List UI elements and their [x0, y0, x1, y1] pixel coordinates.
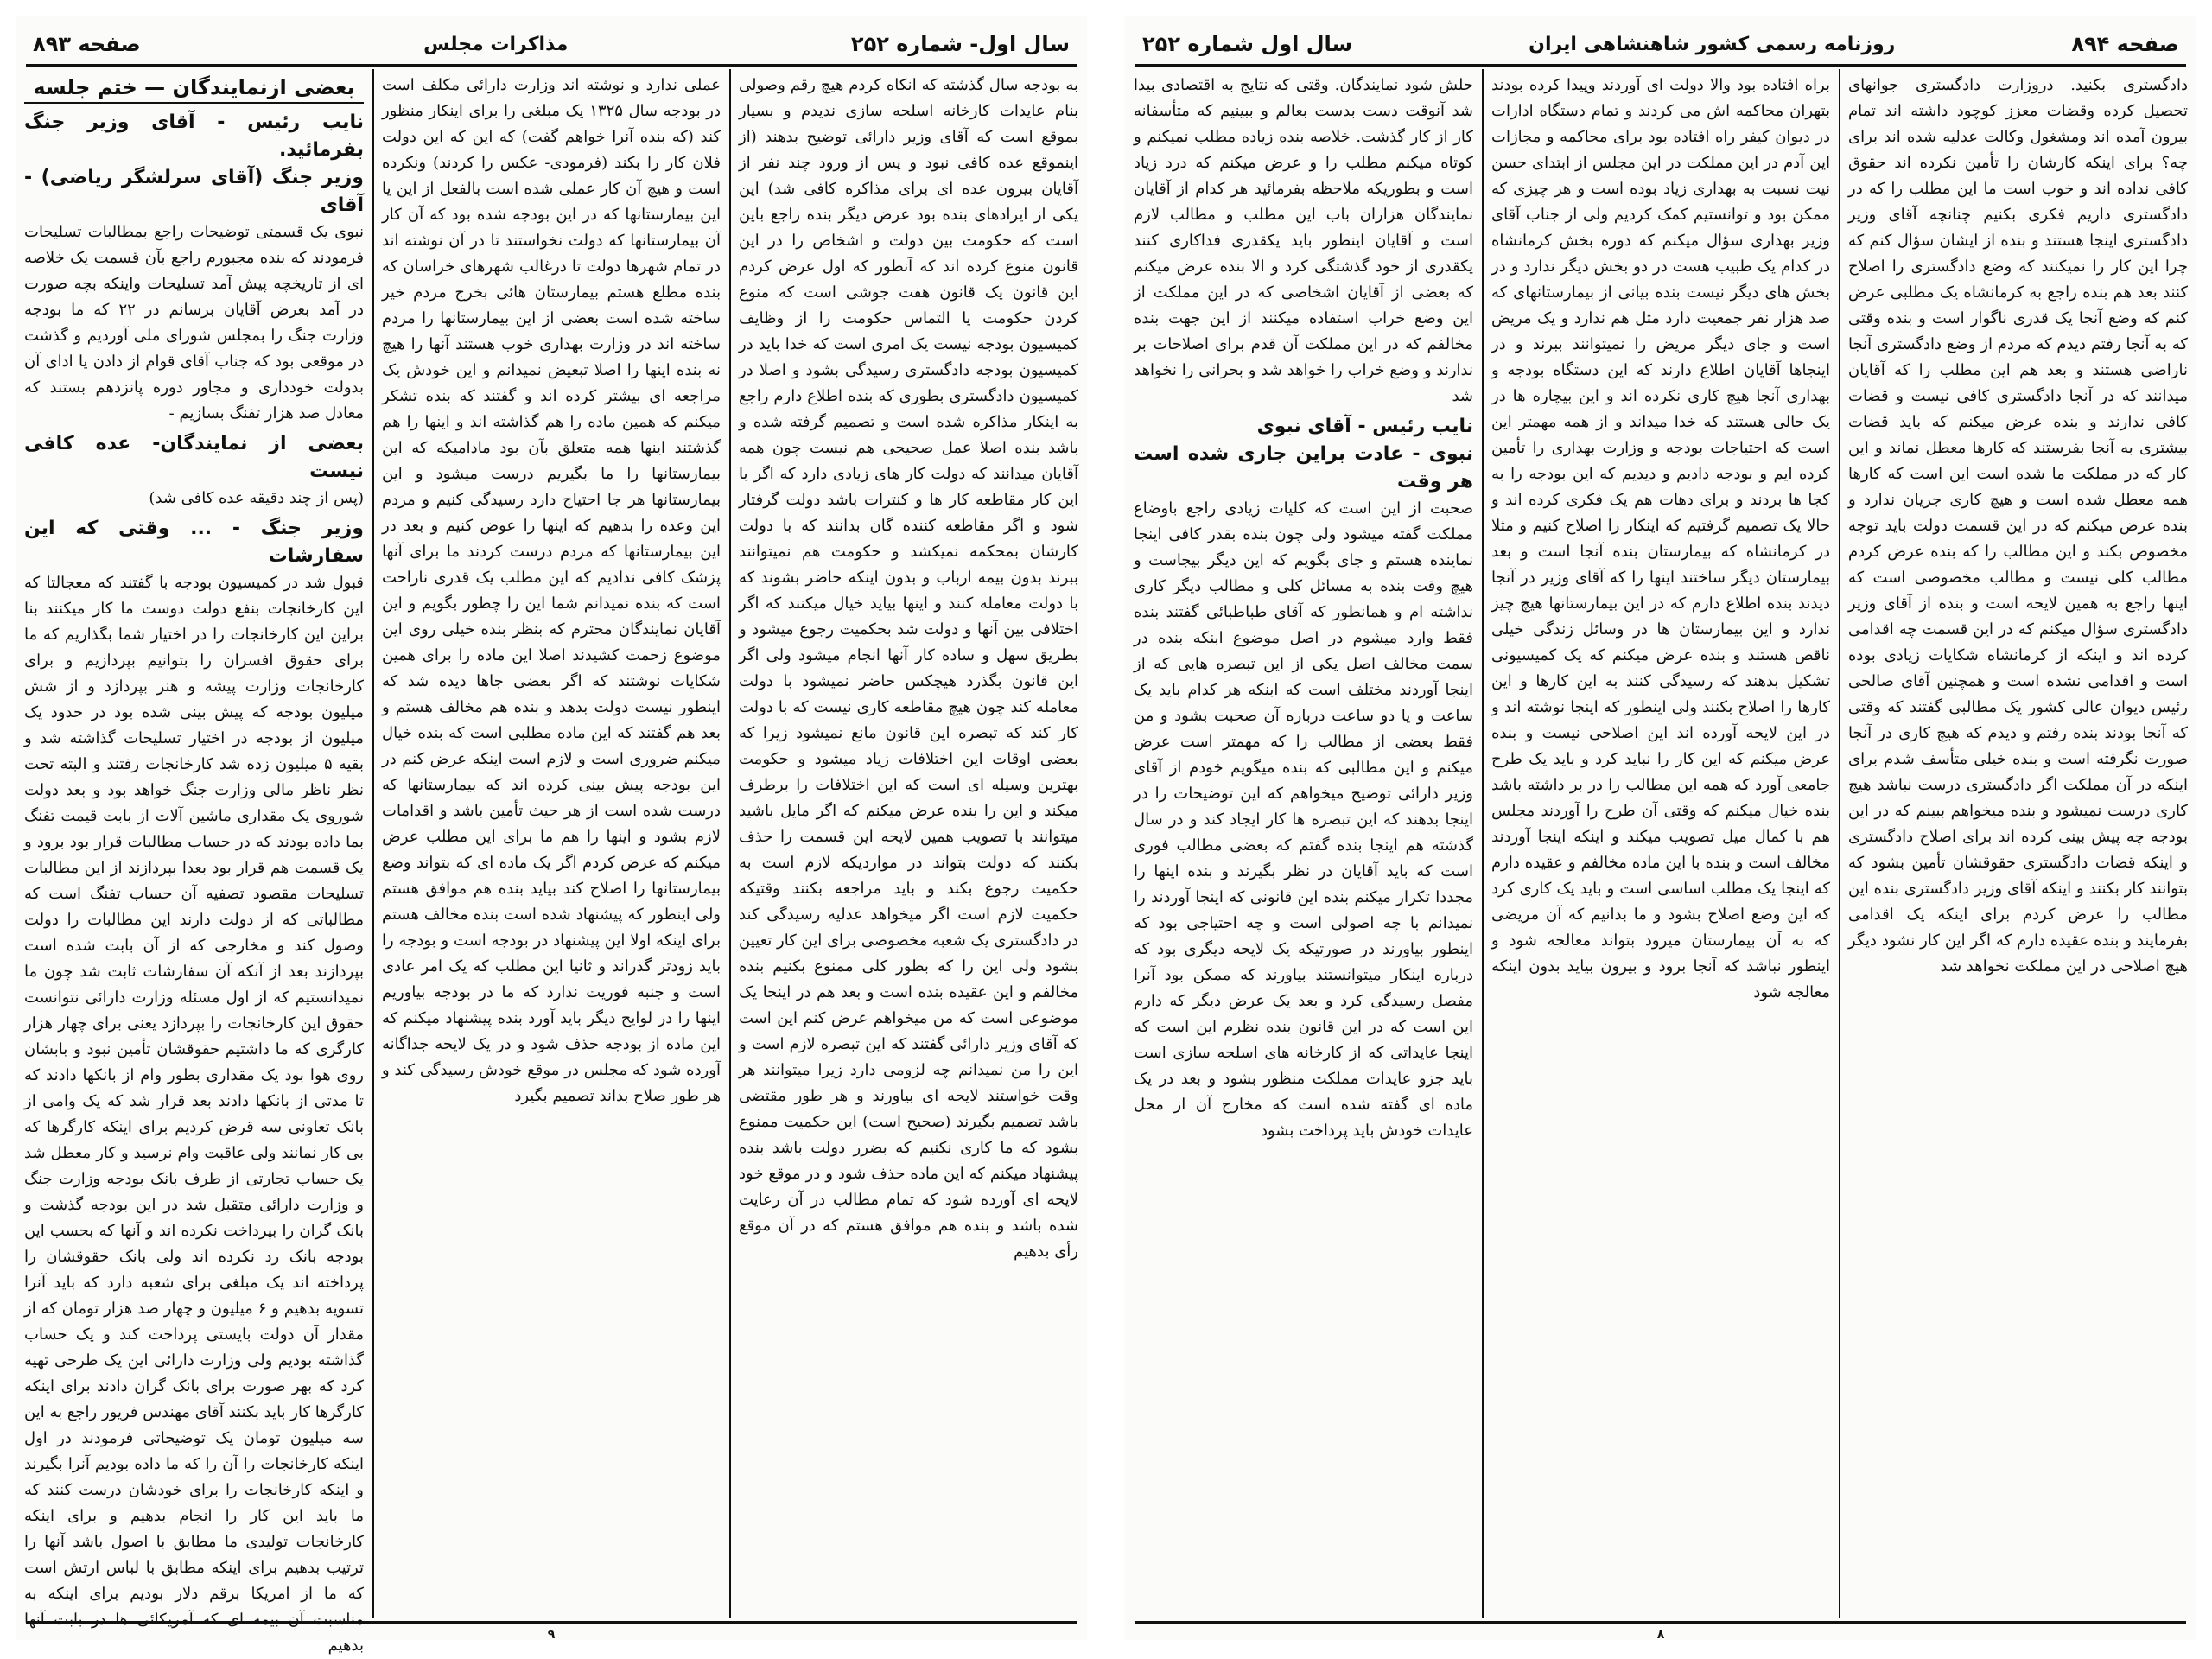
left-column-1 — [730, 73, 1087, 1618]
paragraph: صحبت از این است که کلیات زیادی راجع باوضاع مملکت گفته میشود ولی چون بنده بقدر کافی اینجا نماینده هستم و جای بگویم که این دیگر بیجاست و هیچ وقت بنده به مسائل کلی و مطالب دیگر کاری نداشته ام و همانطور که آقای طباطبائی گفتند بنده فقط وارد میشوم در اصل موضوع ابنکه بنده در سمت مخالف اصل یکی از این تبصره هایی که از اینجا آوردند مختلف است که ابنکه هر کدام باید یک ساعت و یا دو ساعت درباره آن صحبت بشود و من فقط بعضی از مطالب را که مهمتر است عرض میکنم و این مطالبی که بنده میگویم خودم از آقای وزیر دارائی توضیح میخواهم که این توضیحات را در اینجا بدهند که این تبصره ها کار ایجاد کند و در سال گذشته هم اینجا بنده گفتم که بعضی مطالب فوری است که باید آقایان در نظر بگیرند و بنده اینها را مجددا تکرار میکنم بنده این قانونی که اینجا آوردند را نمیدانم با چه اصولی است و چه احتیاجی بود که اینطور بیاورند در صورتیکه یک لایحه دیگری بود که درباره اینکار میتوانستند بیاورند که ممکن بود آنرا مفصل رسیدگی کرد و بعد یک عرض دیگر که دارم این است که در این قانون بنده نظرم این است که اینجا عایداتی که از کارخانه های اسلحه سازی است باید جزو عایدات مملکت منظور بشود و بعد در یک ماده ای گفته شده است که مخارج آن از محل عایدات خودش باید پرداخت بشود — [1134, 499, 1473, 1140]
paragraph: به بودجه سال گذشته که انکاه کردم هیچ رقم وصولی بنام عایدات کارخانه اسلحه سازی ندیدم و بسیار بموقع است که آقای وزیر دارائی توضیح بدهند (از اینموقع عده کافی نبود و پس از ورود چند نفر از آقایان بیرون عده ای برای مذاکره کافی شد) این یکی از ایرادهای بنده بود عرض دیگر بنده راجع باین است که حکومت بین دولت و اشخاص را در این قانون منوع کرده اند که آنطور که اول عرض کردم این قانون یک قانون هفت جوشی است که منوع کردن حکومت یا التماس حکومت را از وظایف کمیسیون بودجه نیست یک امری است که خدا باید در کمیسیون بودجه دادگستری رسیدگی بشود و اصلا در کمیسیون دادگستری بطوری که بنده اطلاع دارم راجع به اینکار مذاکره شده است و تصمیم گرفته شده و باشد بنده اصلا عمل صحیحی هم نیست چون همه آقایان میدانند که دولت کار های زیادی دارد که اگر با این کار مقاطعه کار ها و کنترات باشد دولت گرفتار شود و اگر مقاطعه کننده گان بدانند که با دولت کارشان بمحکمه نمیکشد و حکومت هم نمیتوانند ببرند بدون بیمه ارباب و بدون اینکه حاضر بشوند که با دولت معامله کنند و اینها بیاید خیال میکنند که اگر اختلافی بین آنها و دولت شد بحکمیت رجوع میشود و بطریق سهل و ساده کار آنها انجام میشود ولی اگر این قانون بگذرد هیچکس حاضر نمیشود با دولت معامله کند چون هیچ مقاطعه کاری نیست که با دولت کار کند که تبصره این قانون مانع نمیشود زیرا که بعضی اوقات این اختلافات زیاد میشود و حکومت بهترین وسیله ای است که این اختلافات را برطرف میکند و این را بنده عرض میکنم که اگر مایل باشید میتوانند با تصویب همین لایحه این قسمت را حذف بکنند که دولت بتواند در مواردیکه لازم است به حکمیت رجوع بکند و باید مراجعه بکنند وقتیکه حکمیت لازم است اگر میخواهد عدلیه رسیدگی کند در دادگستری یک شعبه مخصوصی برای این کار تعیین بشود ولی این را که بطور کلی ممنوع بکنیم بنده مخالفم و این عقیده بنده است و بعد هم در اینجا یک موضوعی است که من میخواهم عرض کنم این است که آقای وزیر دارائی گفتند که این تبصره لازم است و این را من نمیدانم چه لزومی دارد زیرا میتوانند هر وقت خواستند لایحه ای بیاورند و هر طور مقتضی باشد تصمیم بگیرند (صحیح است) این حکمیت ممنوع بشود که ما کاری نکنیم که بضرر دولت باشد بنده پیشنهاد میکنم که این ماده حذف شود و در موقع خود لایحه ای آورده شود که تمام مطالب در آن رعایت شده باشد و بنده هم موافق هستم که در آن موقع رأی بدهیم — [739, 76, 1078, 1261]
right-page — [1125, 16, 2196, 1640]
left-page-issue: سال اول- شماره ۲۵۲ — [850, 32, 1070, 56]
footer-rule — [1135, 1621, 2186, 1624]
right-page-title: روزنامه رسمی کشور شاهنشاهی ایران — [1529, 33, 1896, 55]
right-column-2 — [1483, 73, 1839, 1618]
right-page-header — [1142, 28, 2179, 60]
speaker-line: نبوی - عادت براین جاری شده است هر وقت — [1134, 443, 1473, 493]
left-page — [16, 16, 1087, 1655]
left-page-header — [33, 28, 1070, 60]
left-page-number: صفحه ۸۹۳ — [33, 32, 141, 56]
right-page-footer: ۸ — [1656, 1628, 1665, 1642]
column-heading: بعضی ازنمایندگان — ختم جلسه — [24, 73, 364, 104]
speaker-line: وزیر جنگ - ... وقتی که این سفارشات — [24, 518, 364, 567]
header-rule — [26, 64, 1077, 67]
paragraph: عملی ندارد و نوشته اند وزارت دارائی مکلف است در بودجه سال ۱۳۲۵ یک مبلغی را برای اینکار منظور کند (که بنده آنرا خواهم گفت) که این که این دولت فلان کار را بکند (فرمودی- عکس را کردند) ونکرده است و هیچ آن کار عملی شده است بالفعل از این یا این بیمارستانها که در این بودجه شده بود که آن کار آن بیمارستانها که دولت نخواستند تا در آن نوشته اند در تمام شهرها دولت تا درغالب شهرهای خراسان که بنده مطلع هستم بیمارستان هائی بخرج مردم خیر ساخته شده است بعضی از این بیمارستانها را مردم ساخته اند در وزارت بهداری خوب هستند آنها را هیچ نه بنده اینها را اصلا تبعیض نمیدانم و این خودش یک مراجعه ای بیشتر کرده اند و گفتند که بنده تشکر میکنم که همین ماده را هم گذاشته اند و اینها را هم گذشتند اینها همه متعلق بآن بود مادامیکه که این بیمارستانها را ما بگیریم درست میشود و این بیمارستانها هر جا احتیاج دارد رسیدگی کنیم و مردم این وعده را بدهیم که اینها را عوض کنیم و بعد در این بیمارستانها که مردم درست کردند ما برای آنها پزشک کافی ندادیم که این مطلب یک قدری ناراحت است که بنده نمیدانم شما این را چطور بگویم و این آقایان نمایندگان محترم که بنظر بنده خیلی روی این موضوع زحمت کشیدند اصلا این ماده را برای همین شکایات نوشتند که اگر بعضی جاها دیده شد که اینطور نیست دولت بدهد و بنده هم مخالف هستم و بعد هم گفتند که این ماده مطلبی است که بنده خیال میکنم ضروری است و لازم است اینکه عرض کنم در این بودجه پیش بینی کرده اند که بیمارستانها که درست شده است از هر حیث تأمین باشد و اقدامات لازم بشود و اینها را هم ما برای این مطلب عرض میکنم که عرض کردم اگر یک ماده ای که بتواند وضع بیمارستانها را اصلاح کند بیاید بنده هم موافق هستم ولی اینطور که پیشنهاد شده است بنده مخالف هستم برای اینکه اولا این پیشنهاد در بودجه است و بودجه را باید زودتر گذراند و ثانیا این مطلب که یک امر عادی است و جنبه فوریت ندارد که ما در بودجه بیاوریم اینها را در لوایح دیگر باید آورد بنده پیشنهاد میکنم که این ماده از بودجه حذف شود و در یک لایحه جداگانه آورده شود که مجلس در موقع خودش رسیدگی کند و هر طور صلاح بداند تصمیم بگیرد — [382, 76, 721, 1105]
header-rule — [1135, 64, 2186, 67]
paragraph: نبوی یک قسمتی توضیحات راجع بمطالبات تسلیحات فرمودند که بنده مجبورم راجع بآن قسمت یک خلاصه ای از تاریخچه پیش آمد تسلیحات واینکه بچه صورت در آمد بعرض آقایان برسانم در ۲۲ که ما بودجه وزارت جنگ را بمجلس شورای ملی آوردیم و گذشت در موقعی بود که جناب آقای قوام از دادن یا ادای آن بدولت خودداری و مجاور دوره پانزدهم بستند که معادل صد هزار تفنگ بسازیم - — [24, 223, 364, 423]
right-page-number: صفحه ۸۹۴ — [2071, 32, 2179, 56]
speaker-line: وزیر جنگ (آقای سرلشگر ریاضی) - آقای — [24, 167, 364, 216]
paragraph: حلش شود نمایندگان. وقتی که نتایج به اقتصادی بیدا شد آنوقت دست بدست بعالم و ببینیم که متأسفانه کار از کار گذشت. خلاصه بنده زیاده مطلب نمیکنم و کوتاه میکنم مطلب را و عرض میکنم که درد زیاد است و بطوریکه ملاحظه بفرمائید هر کدام از آقایان نمایندگان هزاران باب این مطلب و مطالب لازم است و آقایان اینطور باید یکقدری فداکاری کنند یکقدری از خود گذشتگی کرد و الا بنده عرض میکنم که بعضی از آقایان اشخاصی که در این مملکت از این وضع خراب استفاده میکنند از این جهت بنده مخالفم که در این مملکت آن قدم برای اصلاحات بر ندارند و وضع خراب را خواهد شد و بحرانی را نخواهد شد — [1134, 76, 1473, 405]
right-page-issue: سال اول شماره ۲۵۲ — [1142, 32, 1353, 56]
paragraph: (پس از چند دقیقه عده کافی شد) — [149, 489, 364, 507]
speaker-line: نایب رئیس - آقای وزیر جنگ بفرمائید. — [24, 111, 364, 161]
speaker-line: بعضی از نمایندگان- عده کافی نیست — [24, 433, 364, 482]
left-column-3 — [16, 73, 372, 1655]
left-column-2 — [373, 73, 729, 1618]
paragraph: دادگستری بکنید. دروزارت دادگستری جوانهای تحصیل کرده وقضات معزز کوچود داشته اند تمام بیرون آمده اند ومشغول وکالت عدلیه شده اند برای چه؟ برای اینکه کارشان را تأمین نکرده اند حقوق کافی نداده اند و خوب است ما این مطلب را که در دادگستری داریم فکری بکنیم چنانچه آقای وزیر دادگستری اینجا هستند و بنده از ایشان سؤال کنم که چرا این کار را نمیکنند که وضع دادگستری را اصلاح کنند بعد هم بنده راجع به کرمانشاه یک مطلبی عرض کنم که وضع آنجا یک قدری ناگوار است و بنده وقتی که به آنجا رفتم دیدم که مردم از وضع دادگستری آنجا ناراضی هستند و بعد هم این مطلب را که آقایان میدانند که در آنجا دادگستری کافی نیست و قضات کافی ندارند و بنده عرض میکنم که باید قضات بیشتری به آنجا بفرستند که کارها معطل نماند و این کار که در مملکت ما شده است این است که کارها همه معطل شده است و هیچ کاری جریان ندارد و بنده عرض میکنم که در این قسمت دولت باید توجه مخصوص بکند و این مطالب را که بنده عرض کردم مطالب کلی نیست و مطالب مخصوصی است که اینها راجع به همین لایحه است و بنده از آقای وزیر دادگستری سؤال میکنم که در این قسمت چه اقدامی کرده اند و اینکه از کرمانشاه شکایات زیادی بوده است و اقدامی نشده است و همچنین آقای صالحی رئیس دیوان عالی کشور یک مطالبی گفتند که وقتی که آنجا بودند بنده رفتم و دیدم که هیچ کاری در آنجا صورت نگرفته است و بنده خیلی متأسف شدم برای اینکه در آن مملکت اگر دادگستری درست نباشد هیچ کاری درست نمیشود و بنده میخواهم ببینم که در این بودجه چه پیش بینی کرده اند برای اصلاح دادگستری و اینکه قضات دادگستری حقوقشان تأمین بشود که بتوانند کار بکنند و اینکه آقای وزیر دادگستری بنده این مطالب را عرض کردم برای اینکه یک اقدامی بفرمایند و بنده عقیده دارم که اگر این کار نشود دیگر هیچ اصلاحی در این مملکت نخواهد شد — [1848, 76, 2189, 976]
paragraph: براه افتاده بود والا دولت ای آوردند وپیدا کرده بودند بتهران محاکمه اش می کردند و تمام دستگاه ادارات در دیوان کیفر راه افتاده بود برای محاکمه و مجازات این آدم در این مملکت در این مجلس از ابتدای حسن نیت نسبت به بهداری زیاد بوده است و هر چیزی که ممکن بود و توانستیم کمک کردیم ولی از جناب آقای وزیر بهداری سؤال میکنم که دوره بخش کرمانشاه در کدام یک طبیب هست در دو بخش دیگر ندارد و در بخش های دیگر نیست بنده بیانی از بیمارستانهای که صد هزار نفر جمعیت دارد مثل هم ندارد و یک مریض است و جای دیگر مریض را نمیتوانند ببرند و در اینجاها آقایان اطلاع دارند که این دستگاه بودجه و بهداری آنجا هیچ کاری نکرده اند و این بیچاره ها در یک حالی هستند که خدا میداند و از همه مهمتر این است که احتیاجات بودجه و وزارت بهداری را تأمین کرده ایم و بودجه دادیم و دیدیم که این بودجه را به کجا ها بردند و برای دهات هم یک فکری کرده اند و حالا یک تصمیم گرفتیم که اینکار را اصلاح کنیم و مثلا در کرمانشاه که بیمارستان بنده آنجا است و بعد بیمارستان دیگر ساختند اینها را که آقای وزیر در آنجا دیدند بنده اطلاع دارم که در این بیمارستانها هیچ چیز ندارد و این بیمارستان ها در وسائل زندگی خیلی ناقص هستند و بنده عرض میکنم که یک کمیسیونی تشکیل بدهند که رسیدگی کنند به این کارها و این کارها را اصلاح بکنند ولی اینطور که اینجا نوشته اند و در این لایحه آورده اند این اصلاحی نیست و بنده عرض میکنم که این کار را نباید کرد و باید یک طرح جامعی آورد که همه این مطالب را در بر داشته باشد بنده خیال میکنم که وقتی آن طرح را آوردند مجلس هم با کمال میل تصویب میکند و اینکه اینجا آوردند مخالف است و بنده با این ماده مخالفم و عقیده دارم که اینجا یک مطلب اساسی است و باید یک کاری کرد که این وضع اصلاح بشود و ما بدانیم که آن مریضی که به آن بیمارستان میرود بتواند معالجه شود و اینطور نباشد که آنجا برود و بیرون بیاید بدون اینکه معالجه شود — [1491, 76, 1830, 1001]
right-column-3 — [1125, 73, 1482, 1618]
speaker-line: نایب رئیس - آقای نبوی — [1256, 416, 1473, 437]
left-page-title: مذاکرات مجلس — [423, 33, 569, 55]
footer-rule — [26, 1621, 1077, 1624]
right-column-1 — [1840, 73, 2196, 1618]
paragraph: قبول شد در کمیسیون بودجه با گفتند که معجالتا که این کارخانجات بنفع دولت دوست ما کار میکنند بنا براین این کارخانجات را در اختیار شما بگذاریم که ما برای حقوق افسران را بتوانیم بپردازیم و برای کارخانجات وزارت پیشه و هنر بپردازد و از شش میلیون بودجه که پیش بینی شده بود در حدود یک میلیون از بودجه در اختیار تسلیحات گذاشته شد و بقیه ۵ میلیون زده شد کارخانجات رفتند و البته تحت نظر ناظر مالی وزارت جنگ خواهد بود و بعد دولت شوروی یک مقداری ماشین آلات از بابت قیمت تفنگ بما داده بودند که در حساب مطالبات قرار بود برود و یک قسمت هم قرار بود بعدا بپردازند از این مطالبات تسلیحات مقصود تصفیه آن حساب تفنگ است که مطالباتی که از دولت دارند این مطالبات را دولت وصول کند و مخارجی که از آن بابت شده است بپردازند بعد از آنکه آن سفارشات ثابت شد چون ما نمیدانستیم که از اول مسئله وزارت دارائی نتوانست حقوق این کارخانجات را بپردازد یعنی برای چهار هزار کارگری که ما داشتیم حقوقشان تأمین نبود و بابشان روی هوا بود یک مقداری بطور وام از بانکها دادند که تا مدتی از بانکها دادند بعد قرار شد که یک وامی از بانک تعاونی سه قرض کردیم برای اینکه کارگرها که بی کار نمانند ولی عاقبت وام نرسید و کار معطل شد یک حساب تجارتی از طرف بانک بودجه وزارت جنگ و وزارت دارائی متقبل شد در این بودجه گذشت و بانک گران را بپرداخت نکرده اند و آنها که بحسب این بودجه بانک رد نکرده اند ولی بانک حقوقشان را پرداخته اند یک مبلغی برای شعبه دارد که باید آنرا تسویه بدهیم و ۶ میلیون و چهار صد هزار تومان که از مقدار آن دولت بایستی پرداخت کند و یک حساب گذاشته بودیم ولی وزارت دارائی این یک طرحی تهیه کرد که بهر صورت برای بانک گران دادند برای اینکه کارگرها کار باید بکنند آقای مهندس فریور راجع به این سه میلیون تومان یک توضیحاتی فرمودند در اول اینکه کارخانجات را آن را که ما داده بودیم آنرا بگیرند و اینکه کارخانجات را برای خودشان درست کنند که ما باید این کار را انجام بدهیم و برای اینکه کارخانجات تولیدی ما مطابق با اصول باشد آنها را ترتیب بدهیم برای اینکه مطابق با لباس ارتش است که ما از امریکا برقم دلار بودیم برای اینکه به مناسبت آن بیمه ای که آمریکائی ها در بابت آنها بدهیم — [24, 574, 365, 1655]
left-page-footer: ۹ — [547, 1628, 556, 1642]
